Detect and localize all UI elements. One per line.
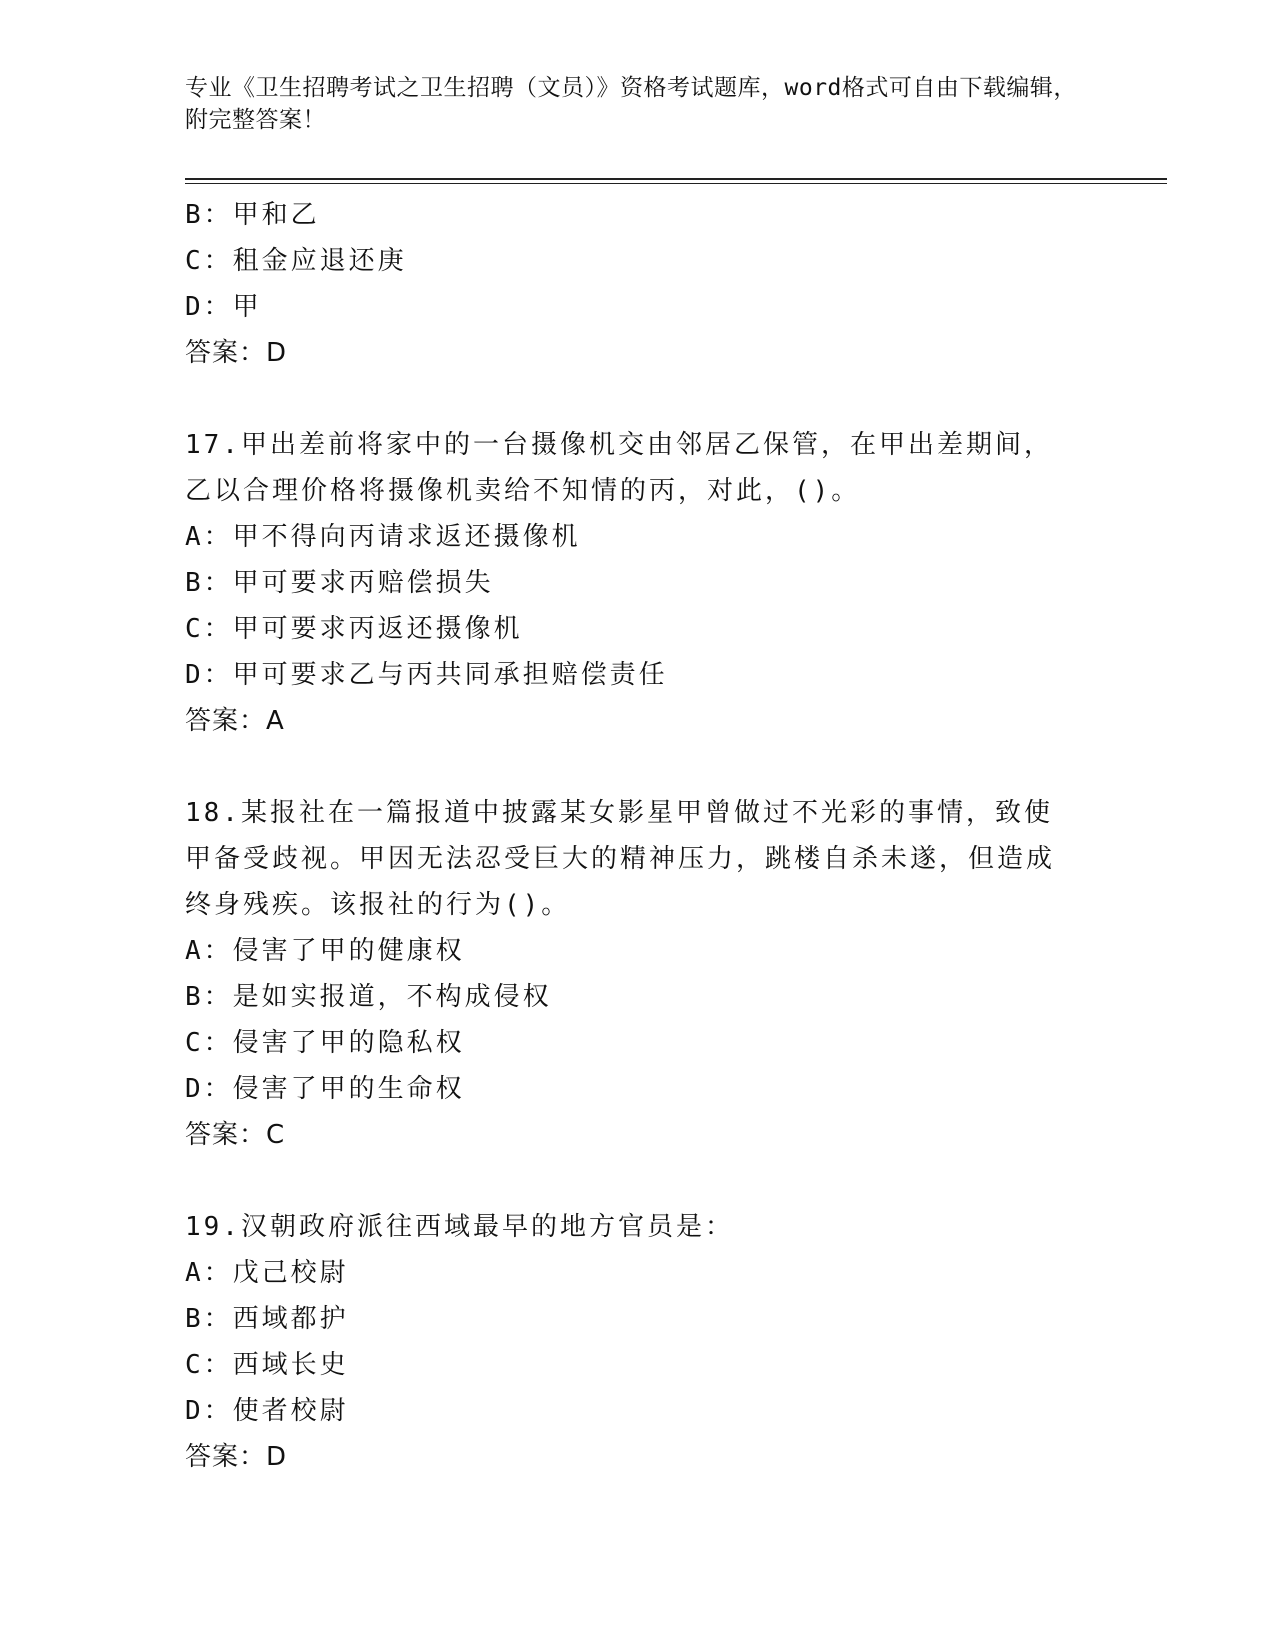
option-a: A：戊己校尉: [185, 1258, 349, 1288]
document-header: 专业《卫生招聘考试之卫生招聘（文员）》资格考试题库，word格式可自由下载编辑，附完整答案！: [185, 75, 1077, 133]
question-17: [185, 422, 1085, 744]
header-divider-thin: [185, 183, 1167, 184]
option-d: D：使者校尉: [185, 1396, 349, 1426]
option-b: B：甲可要求丙赔偿损失: [185, 568, 494, 598]
option-d: D：侵害了甲的生命权: [185, 1074, 465, 1104]
option-b: B：西域都护: [185, 1304, 349, 1334]
option-c: C：租金应退还庚: [185, 246, 407, 276]
answer-line: 答案：A: [185, 706, 285, 736]
question-list: [185, 192, 1085, 1480]
answer-line: 答案：D: [185, 1442, 288, 1472]
option-c: C：西域长史: [185, 1350, 349, 1380]
option-a: A：侵害了甲的健康权: [185, 936, 465, 966]
carryover-question: [185, 192, 1085, 376]
question-18: [185, 790, 1085, 1158]
option-a: A：甲不得向丙请求返还摄像机: [185, 522, 581, 552]
question-19: [185, 1204, 1085, 1480]
answer-line: 答案：C: [185, 1120, 286, 1150]
option-c: C：侵害了甲的隐私权: [185, 1028, 465, 1058]
answer-line: 答案：D: [185, 338, 288, 368]
spacer: [185, 376, 1085, 422]
question-stem: 18.某报社在一篇报道中披露某女影星甲曾做过不光彩的事情，致使甲备受歧视。甲因无法忍受巨大的精神压力，跳楼自杀未遂，但造成终身残疾。该报社的行为()。: [185, 798, 1056, 920]
option-b: B：是如实报道，不构成侵权: [185, 982, 552, 1012]
option-b: B：甲和乙: [185, 200, 320, 230]
option-c: C：甲可要求丙返还摄像机: [185, 614, 523, 644]
question-stem: 17.甲出差前将家中的一台摄像机交由邻居乙保管，在甲出差期间，乙以合理价格将摄像机卖给不知情的丙，对此，()。: [185, 430, 1053, 506]
option-d: D：甲可要求乙与丙共同承担赔偿责任: [185, 660, 668, 690]
option-d: D：甲: [185, 292, 262, 322]
question-stem: 19.汉朝政府派往西域最早的地方官员是：: [185, 1212, 734, 1242]
header-divider-thick: [185, 178, 1167, 180]
spacer: [185, 1158, 1085, 1204]
spacer: [185, 744, 1085, 790]
